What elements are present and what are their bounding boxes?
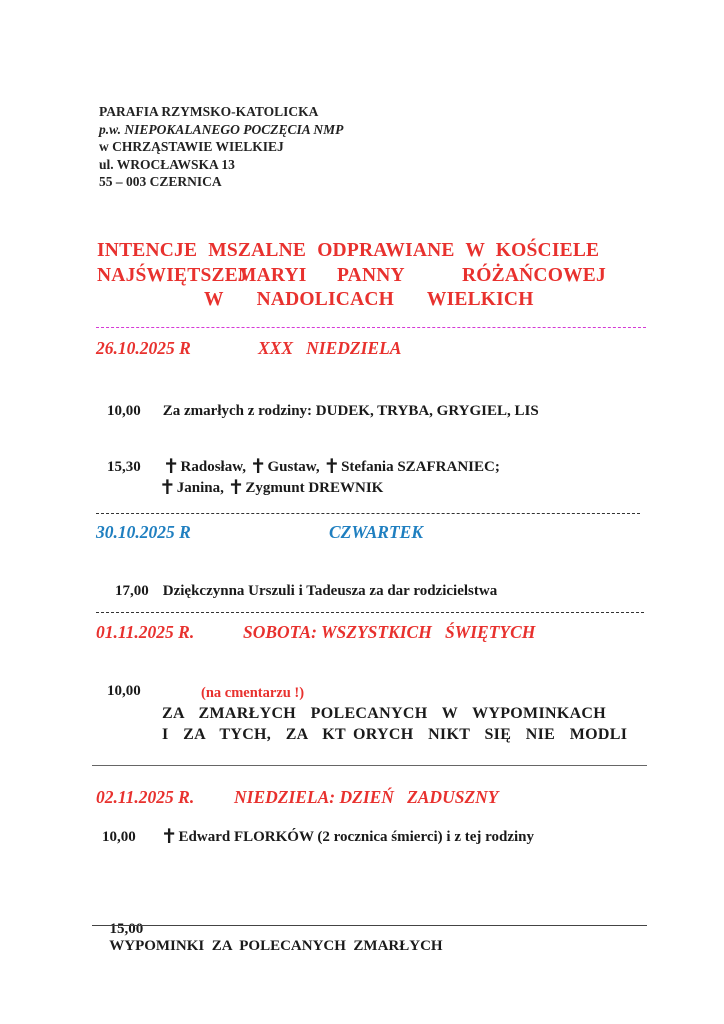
day-date: 26.10.2025 R — [96, 338, 191, 358]
mass-time: 17,00 — [115, 583, 149, 599]
mass-intention-entry — [107, 403, 539, 420]
section-divider — [96, 513, 640, 514]
deceased-name: Radosław, — [180, 459, 246, 475]
day-name: SOBOTA: WSZYSTKICH ŚWIĘTYCH — [243, 622, 536, 642]
mass-intention-text: Za zmarłych z rodziny: DUDEK, TRYBA, GRYGIEL, LIS — [162, 403, 539, 419]
mass-intention-entry-continued — [159, 477, 384, 499]
entry-underline — [92, 925, 647, 926]
deceased-name: Janina, — [176, 480, 224, 496]
mass-intention-text: WYPOMINKI ZA POLECANYCH ZMARŁYCH — [109, 938, 443, 954]
mass-time: 10,00 — [107, 403, 141, 419]
deceased-name: Stefania SZAFRANIEC; — [341, 459, 500, 475]
section-divider — [92, 765, 647, 766]
mass-intention-entry — [107, 456, 500, 478]
cross-icon: ✝ — [160, 826, 178, 848]
document-title-line-1: INTENCJE MSZALNE ODPRAWIANE W KOŚCIELE — [97, 240, 600, 261]
cross-icon: ✝ — [227, 477, 245, 499]
title-word: PANNY — [337, 265, 405, 286]
day-name: CZWARTEK — [329, 522, 424, 542]
document-title-line-3: W NADOLICACH WIELKICH — [204, 289, 534, 310]
mass-intention-entry — [115, 583, 497, 600]
title-word: RÓŻAŃCOWEJ — [462, 265, 606, 286]
mass-intention-text: Dziękczynna Urszuli i Tadeusza za dar rodzicielstwa — [162, 583, 498, 599]
day-name: NIEDZIELA: DZIEŃ ZADUSZNY — [234, 787, 499, 807]
parish-postal-code: 55 – 003 CZERNICA — [99, 174, 222, 189]
deceased-name: Zygmunt DREWNIK — [245, 480, 384, 496]
mass-intention-text: I ZA TYCH, ZA KT ORYCH NIKT SIĘ NIE MODLI — [162, 726, 628, 743]
mass-intention-text: Edward FLORKÓW (2 rocznica śmierci) i z tej rodziny — [178, 829, 535, 845]
mass-time: 10,00 — [102, 829, 136, 845]
mass-intention-text: ZA ZMARŁYCH POLECANYCH W WYPOMINKACH — [162, 705, 607, 722]
parish-street: ul. WROCŁAWSKA 13 — [99, 156, 235, 172]
day-name: XXX NIEDZIELA — [258, 338, 402, 358]
mass-intention-entry — [102, 826, 535, 848]
parish-letterhead — [99, 103, 343, 191]
mass-time: 10,00 — [107, 683, 141, 699]
parish-dedication: p.w. NIEPOKALANEGO POCZĘCIA NMP — [99, 121, 344, 137]
mass-time: 15,00 — [109, 921, 144, 937]
mass-time: 15,30 — [107, 459, 141, 475]
deceased-name: Gustaw, — [267, 459, 320, 475]
cross-icon: ✝ — [323, 456, 341, 478]
cross-icon: ✝ — [159, 477, 176, 499]
day-date: 30.10.2025 R — [96, 522, 191, 542]
title-word: MARYI — [238, 265, 307, 286]
parish-name: PARAFIA RZYMSKO-KATOLICKA — [99, 104, 319, 119]
title-divider — [96, 327, 646, 328]
mass-intention-entry — [102, 904, 443, 955]
section-divider — [96, 612, 644, 613]
day-date: 02.11.2025 R. — [96, 787, 195, 807]
title-word: NAJŚWIĘTSZEJ — [97, 265, 248, 286]
mass-location-note: (na cmentarzu !) — [201, 685, 305, 701]
parish-location: w CHRZĄSTAWIE WIELKIEJ — [99, 139, 284, 154]
day-date: 01.11.2025 R. — [96, 622, 195, 642]
cross-icon: ✝ — [249, 456, 267, 478]
cross-icon: ✝ — [162, 456, 180, 478]
